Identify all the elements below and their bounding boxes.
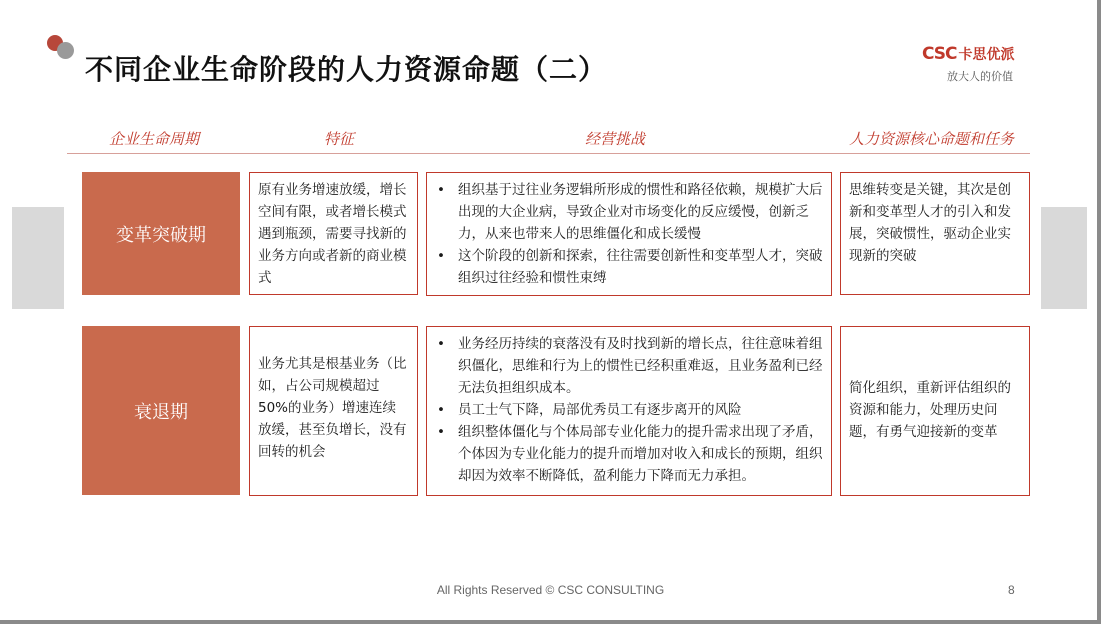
window-frame-bottom (0, 620, 1101, 624)
footer-copyright: All Rights Reserved © CSC CONSULTING (436, 583, 665, 597)
header-divider (67, 153, 1030, 154)
challenge-item: • 业务经历持续的衰落没有及时找到新的增长点，往往意味着组织僵化，思维和行为上的惯性已经积重难返，且业务盈利已经无法负担组织成本。 (437, 333, 823, 399)
right-side-bar (1041, 207, 1087, 309)
column-header-feature: 特征 (324, 130, 355, 148)
task-cell-transformation: 思维转变是关键，其次是创新和变革型人才的引入和发展，突破惯性，驱动企业实现新的突破 (840, 172, 1030, 295)
feature-cell-transformation: 原有业务增速放缓，增长空间有限，或者增长模式遇到瓶颈，需要寻找新的业务方向或者新的商业模式 (249, 172, 418, 295)
feature-cell-decline: 业务尤其是根基业务（比如，占公司规模超过50%的业务）增速连续放缓，甚至负增长，没有回转的机会 (249, 326, 418, 496)
challenge-item: • 员工士气下降，局部优秀员工有逐步离开的风险 (437, 399, 823, 421)
challenge-list (437, 179, 823, 289)
challenge-item: • 组织整体僵化与个体局部专业化能力的提升需求出现了矛盾，个体因为专业化能力的提升而增加对收入和成长的预期，组织却因为效率不断降低，盈利能力下降而无力承担。 (437, 421, 823, 487)
left-side-bar (12, 207, 64, 309)
logo-tagline: 放大人的价值 (947, 70, 1013, 83)
column-header-hr-task: 人力资源核心命题和任务 (849, 130, 1015, 148)
challenge-list (437, 333, 823, 487)
challenge-item: • 这个阶段的创新和探索，往往需要创新性和变革型人才，突破组织过往经验和惯性束缚 (437, 245, 823, 289)
challenge-cell-transformation (426, 172, 832, 296)
task-cell-decline: 简化组织，重新评估组织的资源和能力，处理历史问题，有勇气迎接新的变革 (840, 326, 1030, 496)
challenge-cell-decline (426, 326, 832, 496)
column-header-lifecycle: 企业生命周期 (109, 130, 200, 148)
stage-transformation: 变革突破期 (82, 172, 240, 295)
column-header-challenge: 经营挑战 (585, 130, 646, 148)
page-number: 8 (1008, 583, 1015, 597)
stage-decline: 衰退期 (82, 326, 240, 495)
window-frame-right (1097, 0, 1101, 624)
company-logo (922, 44, 1047, 84)
logo-text: CSC 卡思优派 (922, 44, 1015, 64)
decor-dot-gray (57, 42, 74, 59)
challenge-item: • 组织基于过往业务逻辑所形成的惯性和路径依赖，规模扩大后出现的大企业病，导致企业对市场变化的反应缓慢，创新乏力，从来也带来人的思维僵化和成长缓慢 (437, 179, 823, 245)
slide-title: 不同企业生命阶段的人力资源命题（二） (85, 53, 608, 86)
